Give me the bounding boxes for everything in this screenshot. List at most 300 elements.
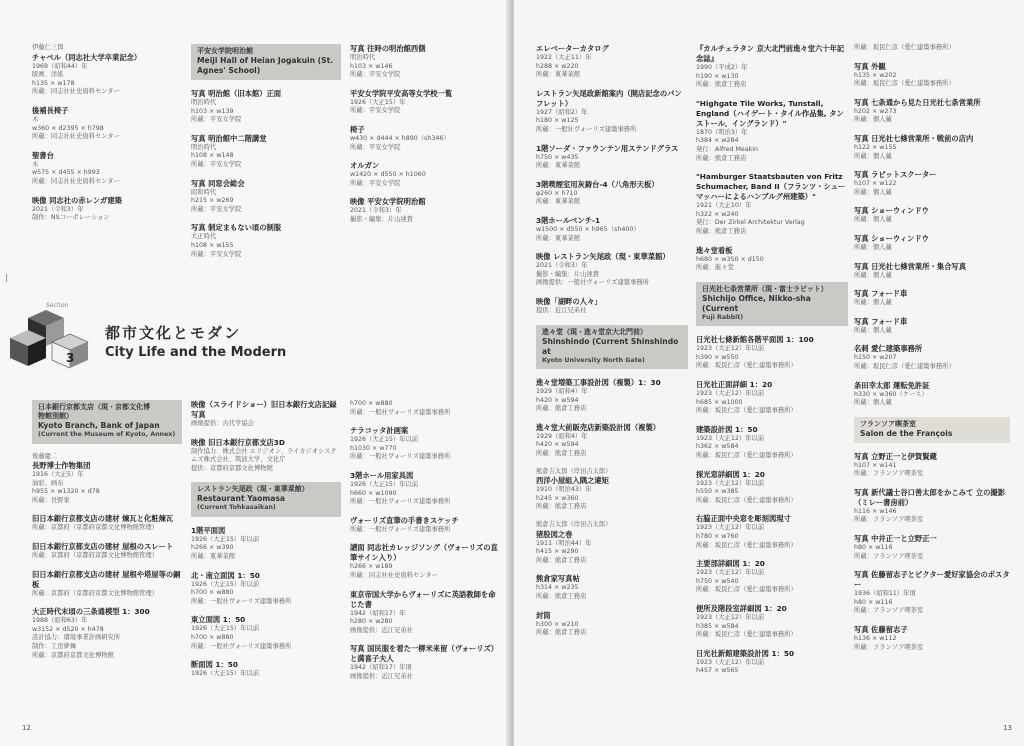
entry-detail: 画像提供：一般社ヴォーリズ建築事務所 — [536, 279, 649, 287]
entry-detail: h116 × w146 — [854, 507, 897, 515]
entry-title: 封筒 — [536, 610, 551, 620]
entry-detail: 所蔵：個人蔵 — [854, 216, 892, 224]
entry-detail: 所蔵：熊倉工務店 — [536, 449, 587, 457]
catalog-entry — [854, 317, 1010, 336]
entry-detail: h288 × w220 — [536, 62, 579, 70]
entry-detail: 所蔵：平安女学院 — [350, 71, 401, 79]
entry-title: 写真 新代議士谷口善太郎をかこみて 立の撮影（ミレー書房前） — [854, 487, 1006, 507]
entry-title: 『カルチェラタン 京大北門前進々堂六十年記念誌』 — [696, 44, 845, 63]
entry-detail: h700 × w880 — [191, 634, 234, 642]
entry-detail: 1923（大正12）年以前 — [696, 524, 765, 532]
entry-detail: 1926（大正15）年 — [350, 98, 406, 106]
entry-detail: 1923（大正12）年以前 — [696, 479, 765, 487]
catalog-entry — [536, 378, 688, 414]
entry-detail: h150 × w207 — [854, 354, 897, 362]
header-en: Shichijo Office, Nikko-sha (Current — [702, 293, 811, 313]
entry-detail: 画像提供：近江兄弟社 — [350, 672, 413, 680]
entry-detail: 1990（平成2）年 — [696, 64, 748, 71]
section-header-shichijo — [696, 282, 848, 327]
catalog-entry — [536, 144, 688, 171]
entry-detail: h750 × w540 — [696, 577, 739, 585]
entry-detail: 1942（昭和17）年 — [350, 609, 406, 617]
entry-title: 写真 明治館中二階講堂 — [191, 133, 267, 143]
entry-detail: 1923（大正12）年以前 — [696, 390, 765, 397]
entry-detail: h108 × w155 — [191, 241, 234, 249]
header-en-sub: (Current the Museum of Kyoto, Annex) — [38, 431, 176, 438]
entry-detail: 2021（令和3）年 — [32, 205, 84, 213]
entry-detail: 油彩、画布 — [32, 479, 64, 487]
header-ja: 平安女学院明治館 — [197, 47, 253, 55]
entry-title: 長野博士作物集団 — [32, 461, 91, 471]
entry-detail: h1030 × w770 — [350, 444, 397, 452]
catalog-entry — [536, 611, 688, 638]
entry-title: 日光社新館建築設計図 1：50 — [696, 648, 795, 658]
entry-title: 3階ホールベンチ-1 — [536, 215, 601, 225]
entry-detail: h107 × w122 — [854, 180, 897, 188]
entry-detail: 所蔵：一般社ヴォーリズ建築事務所 — [191, 597, 292, 605]
entry-detail: h190 × w130 — [696, 72, 739, 80]
entry-title: 旧日本銀行京都支店の建材 屋根のスレート — [32, 542, 174, 552]
entry-title: 写真 ラビットスクーター — [854, 170, 937, 180]
entry-detail: h384 × w284 — [696, 137, 739, 145]
entry-title: 写真 往時の明治館西側 — [350, 44, 426, 53]
entry-detail: 所蔵：平安女学院 — [350, 179, 401, 187]
catalog-entry — [696, 99, 848, 163]
entry-detail: 所蔵：坂民仁彦（愛仁建築事務所） — [696, 496, 797, 504]
entry-detail: 明治時代 — [191, 143, 217, 151]
entry-detail: w1500 × d550 × h965（sh400） — [536, 225, 640, 233]
entry-detail: 所蔵：東華菜館 — [536, 198, 581, 206]
entry-detail: 所蔵：東華菜館 — [536, 71, 581, 79]
margin-tick — [6, 274, 7, 282]
entry-title: 大正時代末頃の三条通模型 1：300 — [32, 607, 150, 617]
entry-detail: 明治時代 — [350, 54, 376, 61]
entry-detail: h103 × w146 — [350, 62, 393, 70]
entry-detail: 所蔵：個人蔵 — [854, 116, 892, 124]
entry-detail: w430 × d444 × h890（sh346） — [350, 134, 450, 142]
catalog-entry — [854, 452, 1010, 479]
entry-detail: 所蔵：熊倉工務店 — [536, 556, 587, 564]
entry-detail: 所蔵：フランソア喫茶室 — [854, 643, 924, 651]
entry-title: 写真 日光社七條営業所・戦前の店内 — [854, 133, 974, 143]
entry-title: 西洋小屋組入隅之違矩 — [536, 476, 609, 486]
catalog-entry — [854, 206, 1010, 225]
entry-title: 日光社正面詳細 1：20 — [696, 380, 773, 389]
catalog-entry — [191, 223, 341, 259]
catalog-entry — [350, 125, 500, 152]
catalog-entry — [696, 425, 848, 461]
catalog-entry — [696, 649, 848, 676]
entry-detail: 所蔵：個人蔵 — [854, 271, 892, 279]
entry-title: 映像「湖畔の人々」 — [536, 296, 602, 306]
entry-detail: 1929（昭和4）年 — [536, 388, 588, 395]
entry-detail: h202 × w273 — [854, 107, 897, 115]
entry-detail: 制作：NSコーポレーション — [32, 214, 110, 222]
catalog-column — [350, 400, 502, 691]
entry-artist: 伊藤仁三郎 — [32, 44, 64, 51]
catalog-entry — [854, 44, 1010, 53]
section-header-boj — [32, 400, 182, 444]
header-ja: 日光社七条営業所（現・富士ラビット） — [702, 284, 828, 293]
entry-title: レストラン矢尾政新館案内（開店記念のパンフレット） — [536, 88, 682, 108]
header-en: Shinshindo (Current Shinshindo at — [542, 336, 679, 356]
entry-detail: 制作：工房夢舞 — [32, 643, 77, 651]
catalog-entry — [696, 335, 848, 371]
entry-title: ヴォーリズ直筆の手書きスケッチ — [350, 515, 459, 525]
entry-detail: h245 × w360 — [536, 494, 579, 502]
entry-detail: 1926（大正15）年以前 — [191, 670, 260, 678]
catalog-column — [191, 44, 341, 268]
right-page — [514, 0, 1024, 746]
catalog-entry — [191, 526, 341, 562]
entry-detail: h103 × w139 — [191, 107, 234, 115]
entry-detail: 制作協力：株式会社 エリジオン、ライカジオシステムズ株式会社、筑波大学、文化庁 — [191, 447, 337, 464]
catalog-entry — [854, 262, 1010, 281]
entry-title: 写真 外観 — [854, 61, 886, 71]
entry-detail: 所蔵：一般社ヴォーリズ建築事務所 — [350, 408, 451, 416]
catalog-entry — [854, 625, 1010, 652]
entry-detail: h135 × w202 — [854, 71, 897, 79]
entry-detail: 1911（明治44）年 — [536, 539, 592, 547]
entry-detail: 1922（大正11）年 — [536, 54, 592, 61]
entry-detail: h780 × w760 — [696, 532, 739, 540]
entry-detail: h362 × w584 — [696, 443, 739, 451]
catalog-entry — [696, 559, 848, 595]
entry-detail: h385 × w584 — [696, 622, 739, 630]
entry-detail: 所蔵：熊倉工務店 — [536, 592, 587, 600]
entry-detail: 所蔵：熊倉工務店 — [536, 629, 587, 637]
entry-detail: 所蔵：個人蔵 — [854, 152, 892, 160]
header-ja: 進々堂（現・進々堂京大北門前） — [542, 327, 647, 336]
catalog-entry — [854, 62, 1010, 89]
entry-detail: 所蔵：坂民仁彦（愛仁建築事務所） — [854, 80, 955, 88]
entry-title: 映像 旧日本銀行京都支店3D — [191, 437, 285, 447]
entry-detail: 1923（大正12）年以前 — [696, 569, 765, 577]
catalog-entry — [32, 514, 182, 533]
entry-detail: h300 × w210 — [536, 620, 579, 628]
catalog-entry — [191, 615, 341, 651]
entry-detail: 明治時代 — [191, 99, 217, 106]
section-header-francois — [854, 417, 1010, 443]
catalog-entry — [350, 89, 500, 116]
entry-artist: 後藤慶二 — [32, 452, 58, 460]
entry-title: エレベーターカタログ — [536, 44, 609, 53]
entry-title: 断面図 1：50 — [191, 660, 238, 670]
catalog-entry — [191, 400, 341, 429]
entry-detail: h415 × w290 — [536, 548, 579, 556]
header-en: Meiji Hall of Heian Jogakuin (St. — [197, 56, 334, 65]
entry-title: 北・南立面図 1：50 — [191, 570, 260, 580]
entry-detail: 木 — [32, 115, 39, 123]
entry-detail: h136 × w112 — [854, 635, 897, 643]
entry-detail: 1926（大正15）年以前 — [350, 480, 419, 488]
catalog-entry — [32, 453, 182, 506]
entry-detail: h80 × w116 — [854, 598, 893, 606]
section-header-yaomasa — [191, 482, 341, 517]
catalog-column — [32, 400, 182, 669]
entry-title: 旧日本銀行京都支店の建材 煉瓦と化粧煉瓦 — [32, 514, 174, 524]
catalog-entry — [854, 289, 1010, 308]
entry-detail: 1929（昭和4）年 — [536, 432, 588, 440]
entry-detail: h550 × w385 — [696, 488, 739, 496]
entry-title: 採光窓詳細図 1：20 — [696, 469, 765, 479]
catalog-entry — [854, 98, 1010, 125]
catalog-entry — [536, 180, 688, 207]
header-en: Salon de the François — [860, 428, 953, 438]
entry-title: 後補長椅子 — [32, 105, 69, 115]
entry-detail: h280 × w280 — [350, 618, 393, 626]
entry-detail: 1923（大正12）年以前 — [696, 345, 765, 353]
catalog-entry — [32, 106, 182, 142]
catalog-column — [191, 400, 341, 688]
catalog-entry — [536, 423, 688, 459]
entry-detail: 所蔵：東華菜館 — [536, 162, 581, 170]
entry-detail: 提供：近江兄弟社 — [536, 306, 587, 314]
entry-detail: 所蔵：同志社社史資料センター — [32, 88, 120, 96]
catalog-entry — [350, 471, 502, 507]
entry-detail: 1923（大正12）年以前 — [696, 434, 765, 442]
entry-detail: h390 × w550 — [696, 353, 739, 361]
catalog-entry — [536, 521, 688, 565]
catalog-entry — [536, 252, 688, 288]
entry-detail: 所蔵：一般社ヴォーリズ建築事務所 — [350, 498, 451, 506]
entry-title: 映像 同志社の赤レンガ建築 — [32, 195, 122, 205]
entry-title: 映像 平安女学院明治館 — [350, 197, 426, 207]
catalog-entry — [536, 89, 688, 135]
catalog-entry — [32, 196, 182, 223]
header-en: Restaurant Yaomasa — [197, 494, 286, 504]
entry-title: 写真 フォード車 — [854, 289, 908, 299]
entry-detail: 所蔵：坂民仁彦（愛仁建築事務所） — [854, 362, 955, 370]
entry-detail: h215 × w269 — [191, 197, 234, 205]
entry-detail: 1988（昭和63）年 — [32, 617, 88, 625]
entry-title: 写真 佐藤留志子とピクター愛好家協会のポスター — [854, 570, 1010, 590]
header-en: Kyoto Branch, Bank of Japan — [38, 421, 160, 430]
entry-detail: 設計協力：環境事業計画研究所 — [32, 634, 121, 642]
header-ja: 日本銀行京都支店（現・京都文化博 — [38, 403, 150, 411]
entry-detail: 画像提供：古代学協会 — [191, 420, 254, 427]
section-cube-logo-icon — [8, 308, 98, 370]
entry-detail: 所蔵：熊倉工務店 — [696, 81, 747, 89]
catalog-entry — [350, 400, 502, 417]
entry-detail: h135 × w178 — [32, 79, 75, 87]
catalog-entry — [854, 344, 1010, 371]
entry-detail: 所蔵：個人蔵 — [854, 326, 892, 334]
entry-detail: h420 × w594 — [536, 396, 579, 404]
catalog-entry — [32, 151, 182, 187]
entry-detail: h314 × w235 — [536, 584, 579, 592]
catalog-entry — [32, 542, 182, 561]
entry-detail: 1927（昭和2）年 — [536, 108, 588, 116]
entry-detail: 1926（大正15）年以前 — [191, 625, 260, 633]
section-header-heian — [191, 44, 341, 80]
entry-title: 名刺 愛仁建築事務所 — [854, 344, 923, 354]
entry-detail: 所蔵：平安女学院 — [191, 160, 242, 168]
entry-detail: h750 × w435 — [536, 153, 579, 161]
entry-detail: 2021（令和3）年 — [350, 207, 402, 215]
catalog-entry — [696, 470, 848, 506]
entry-detail: h322 × w240 — [696, 210, 739, 218]
catalog-entry — [32, 44, 182, 97]
entry-title: 進々堂増築工事設計図（複製）1：30 — [536, 378, 661, 387]
entry-detail: h457 × w565 — [696, 667, 739, 675]
section-title-block — [8, 302, 408, 372]
entry-title: 写真 中井正一と立野正一 — [854, 534, 937, 544]
catalog-entry — [350, 543, 502, 580]
entry-detail: 大正時代 — [191, 233, 217, 241]
entry-title: 東立面図 1：50 — [191, 615, 246, 625]
entry-title: 右脇正面中央窓を彫刻図現寸 — [696, 514, 791, 524]
entry-detail: 発行：Alfred Meakin — [696, 145, 759, 153]
catalog-entry — [696, 172, 848, 236]
entry-title: 平安女学院平安高等女学校一覧 — [350, 88, 453, 98]
entry-detail: 所蔵：京都府（京都府京都文化博物館管理） — [32, 589, 158, 597]
entry-detail: 提供：京都府京都文化博物館 — [191, 464, 273, 472]
entry-title: 映像 レストラン矢尾政（現・東華菜館） — [536, 252, 670, 262]
entry-detail: 所蔵：熊倉工務店 — [536, 405, 587, 413]
header-ja: レストラン矢尾政（現・東華菜館） — [197, 485, 309, 494]
entry-detail: 所蔵：長野家 — [32, 496, 70, 504]
catalog-entry — [191, 89, 341, 125]
entry-title: 猪股図之巻 — [536, 529, 573, 539]
entry-detail: 所蔵：個人蔵 — [854, 243, 892, 251]
entry-detail: 1926（大正15）年以前 — [191, 580, 260, 588]
entry-title: "Highgate Tile Works, Tunstall, England（ハイゲート・タイル作品集, タンストール、イングランド）" — [696, 98, 844, 128]
entry-title: 写真 制定まもない頃の制服 — [191, 223, 282, 233]
left-page — [0, 0, 510, 746]
catalog-entry — [191, 179, 341, 215]
entry-title: 進々堂大前販売店新築設計図（複製） — [536, 422, 661, 432]
entry-detail: 撮影・編集：片山達貴 — [536, 270, 599, 278]
catalog-entry — [696, 44, 848, 90]
header-ja-cont: 物館別館） — [38, 412, 73, 420]
header-en-sub: (Current Tohkasaikan) — [197, 504, 276, 512]
catalog-entry — [536, 574, 688, 601]
entry-detail: h180 × w125 — [536, 117, 579, 125]
entry-detail: 所蔵：フランソア喫茶室 — [854, 516, 924, 524]
entry-title: 熊倉家写真帖 — [536, 574, 580, 584]
entry-title: 便所及階段室詳細図 1：20 — [696, 603, 787, 613]
entry-title: 写真 日光社七條営業所・集合写真 — [854, 261, 966, 271]
entry-detail: 所蔵：同志社社史資料センター — [350, 571, 438, 579]
entry-title: 写真 立野正一と伊賀賢蔵 — [854, 451, 937, 461]
entry-title: 椅子 — [350, 124, 365, 134]
catalog-entry — [350, 426, 502, 462]
page-number-right: 13 — [1003, 724, 1012, 732]
entry-detail: φ260 × h710 — [536, 189, 578, 197]
entry-detail: 1942（昭和17）年頃 — [350, 664, 412, 672]
entry-detail: 1910（明治43）年 — [536, 486, 592, 494]
entry-title: 日光社七條新館各階平面図 1：100 — [696, 335, 814, 345]
entry-detail: 所蔵：一般社ヴォーリズ建築事務所 — [350, 453, 451, 461]
entry-detail: 所蔵：個人蔵 — [854, 188, 892, 196]
entry-detail: 所蔵：同志社社史資料センター — [32, 177, 120, 185]
entry-detail: 所蔵：一般社ヴォーリズ建築事務所 — [350, 525, 451, 533]
catalog-entry — [854, 234, 1010, 253]
entry-title: テラコッタ計画案 — [350, 426, 409, 436]
entry-detail: 1916（大正5）年 — [32, 471, 84, 479]
entry-detail: 1926（大正15）年以前 — [350, 436, 419, 444]
catalog-entry — [536, 297, 688, 316]
catalog-entry — [854, 381, 1010, 408]
catalog-entry — [696, 246, 848, 273]
entry-detail: 所蔵：フランソア喫茶室 — [854, 607, 924, 615]
entry-detail: 所蔵：進々堂 — [696, 264, 734, 272]
entry-detail: 1969（昭和44）年 — [32, 62, 88, 70]
entry-title: オルガン — [350, 161, 380, 171]
entry-detail: 所蔵：坂民仁彦（愛仁建築事務所） — [696, 362, 797, 370]
entry-detail: 版画、洋紙 — [32, 71, 64, 79]
entry-detail: h107 × w141 — [854, 461, 897, 469]
entry-detail: 所蔵：東華菜館 — [536, 234, 581, 242]
entry-detail: h330 × w360（ケース） — [854, 390, 928, 398]
entry-detail: w3152 × d520 × h478 — [32, 625, 104, 633]
entry-detail: 所蔵：坂民仁彦（愛仁建築事務所） — [696, 586, 797, 594]
header-en-sub: Kyoto University North Gate) — [542, 356, 645, 364]
catalog-entry — [696, 380, 848, 416]
entry-detail: 所蔵：一般社ヴォーリズ建築事務所 — [191, 642, 292, 650]
catalog-entry — [191, 438, 341, 474]
entry-detail: h266 × w189 — [350, 563, 393, 571]
catalog-entry — [191, 134, 341, 170]
entry-detail: w360 × d2395 × h798 — [32, 124, 104, 132]
entry-detail: 所蔵：一般社ヴォーリズ建築事務所 — [536, 125, 637, 133]
entry-artist: 熊倉吉太郎（岸田吉太郎） — [536, 520, 612, 528]
entry-detail: 所蔵：東華菜館 — [191, 553, 236, 561]
catalog-entry — [854, 488, 1010, 525]
entry-title: 写真 フォード車 — [854, 316, 908, 326]
entry-title: 1階ソーダ・ファウンテン用ステンドグラス — [536, 143, 679, 153]
entry-detail: 所蔵：京都府（京都府京都文化博物館管理） — [32, 552, 158, 560]
entry-title: チャペル（同志社大学卒業記念） — [32, 52, 142, 62]
catalog-column — [350, 44, 500, 234]
catalog-entry — [536, 468, 688, 512]
entry-detail: 所蔵：京都府（京都府京都文化博物館管理） — [32, 524, 158, 532]
entry-detail: 撮影・編集：片山達貴 — [350, 215, 413, 223]
catalog-entry — [854, 534, 1010, 561]
entry-detail: 所蔵：京都府京都文化博物館 — [32, 651, 114, 659]
entry-detail: 所蔵：平安女学院 — [350, 107, 401, 115]
entry-detail: 所蔵：フランソア喫茶室 — [854, 470, 924, 478]
entry-detail: w1420 × d550 × h1060 — [350, 171, 426, 179]
catalog-entry — [350, 590, 502, 636]
entry-detail: 昭和時代 — [191, 188, 217, 196]
entry-artist: 熊倉吉太郎（岸田吉太郎） — [536, 467, 612, 475]
entry-detail: 所蔵：熊倉工務店 — [536, 503, 587, 511]
header-ja: フランソア喫茶室 — [860, 419, 916, 428]
entry-detail: 1923（大正12）年以前 — [696, 613, 765, 621]
entry-detail: h80 × w116 — [854, 544, 893, 552]
entry-detail: 画像提供：近江兄弟社 — [350, 626, 413, 634]
entry-detail: h700 × w880 — [350, 400, 393, 407]
catalog-entry — [350, 197, 500, 224]
entry-title: 東京帝国大学からヴォーリズに英語教師を命じた書 — [350, 589, 496, 609]
catalog-column — [696, 44, 848, 685]
entry-title: 写真 同窓会総会 — [191, 178, 245, 188]
entry-detail: 所蔵：個人蔵 — [854, 399, 892, 407]
entry-title: 建築設計図 1：50 — [696, 424, 758, 434]
catalog-entry — [32, 570, 182, 599]
entry-title: 譜面 同志社カレッジソング（ヴォーリズの直筆サイン入り） — [350, 543, 498, 563]
section-tag: Section — [46, 302, 69, 309]
section-number: 3 — [66, 351, 75, 365]
entry-title: 写真 明治館（旧本館）正面 — [191, 89, 282, 98]
entry-detail: 1921（大正10）年 — [696, 202, 752, 210]
entry-detail: 木 — [32, 160, 39, 168]
entry-detail: h685 × w1000 — [696, 398, 743, 406]
catalog-entry — [191, 660, 341, 679]
catalog-column — [536, 44, 688, 647]
